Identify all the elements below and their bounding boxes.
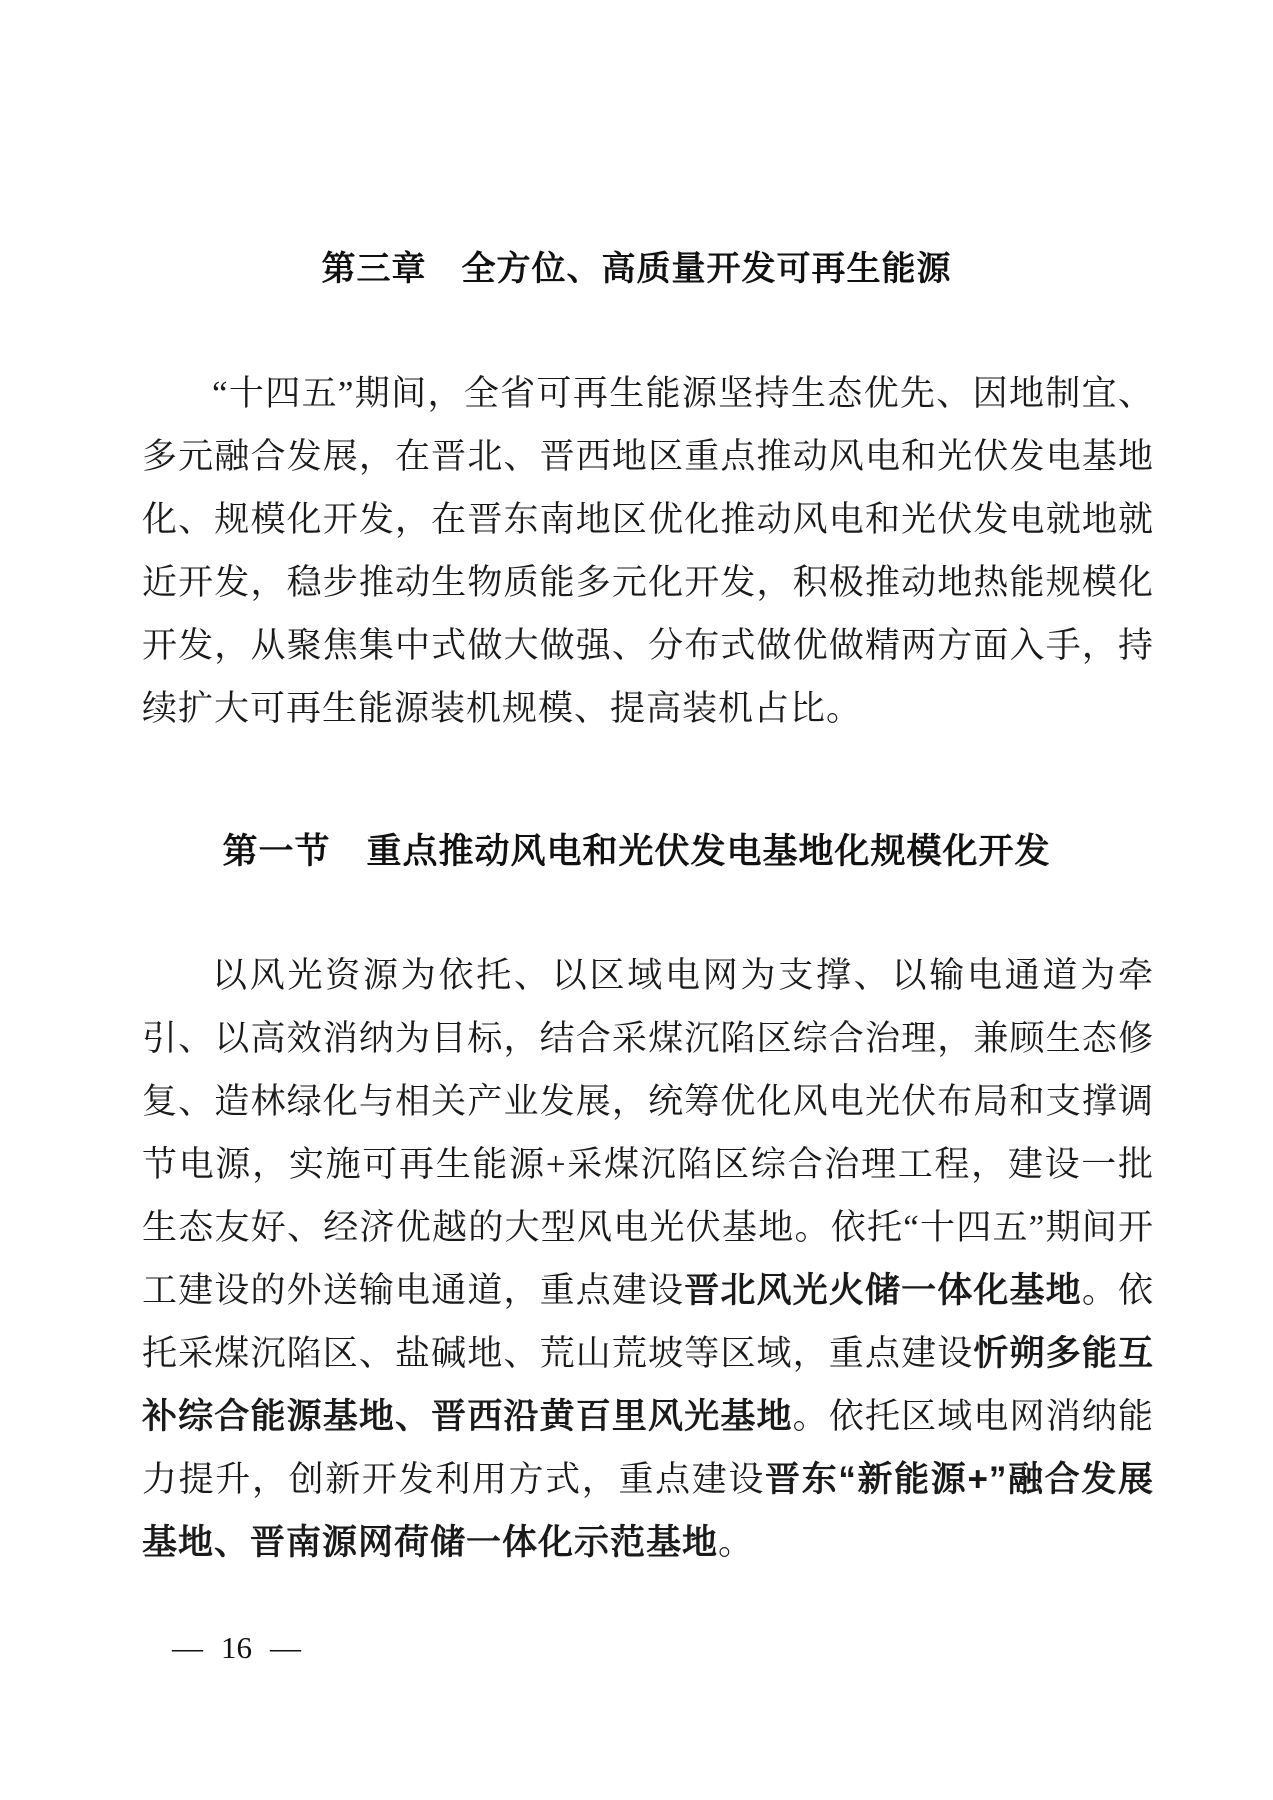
paragraph-text-run: 。依托区域电网消纳能力提升，创新开发利用方式，重点建设 [142,1397,1154,1499]
chapter-title: 第三章 全方位、高质量开发可再生能源 [321,250,952,288]
paragraph-section-body [142,944,1154,1574]
page-footer [170,1630,303,1666]
highlight-xinshuo-jinxi-bases: 忻朔多能互补综合能源基地、晋西沿黄百里风光基地 [142,1334,1154,1436]
footer-right-dash: — [270,1630,301,1665]
paragraph-text-run: 以风光资源为依托、以区域电网为支撑、以输电通道为牵引、以高效消纳为目标，结合采煤沉陷区综合治理，兼顾生态修复、造林绿化与相关产业发展，统筹优化风电光伏布局和支撑调节电源，实施可再生能源+采煤沉陷区综合治理工程，建设一批生态友好、经济优越的大型风电光伏基地。依托“十四五”期间开工建设的外送输电通道，重点建设 [142,956,1154,1310]
paragraph-text-run: 。 [718,1523,755,1562]
page-number: 16 [221,1630,252,1665]
highlight-jinbei-base: 晋北风光火储一体化基地 [684,1271,1082,1310]
paragraph-text-run: 。依托采煤沉陷区、盐碱地、荒山荒坡等区域，重点建设 [142,1271,1154,1373]
section-title: 第一节 重点推动风电和光伏发电基地化规模化开发 [222,832,1051,871]
highlight-jindong-jinnan-bases: 晋东“新能源+”融合发展基地、晋南源网荷储一体化示范基地 [142,1460,1154,1562]
paragraph-intro: “十四五”期间，全省可再生能源坚持生态优先、因地制宜、多元融合发展，在晋北、晋西地区重点推动风电和光伏发电基地化、规模化开发，在晋东南地区优化推动风电和光伏发电就地就近开发，稳步推动生物质能多元化开发，积极推动地热能规模化开发，从聚焦集中式做大做强、分布式做优做精两方面入手，持续扩大可再生能源装机规模、提高装机占比。 [142,374,1154,728]
footer-left-dash: — [172,1630,203,1665]
